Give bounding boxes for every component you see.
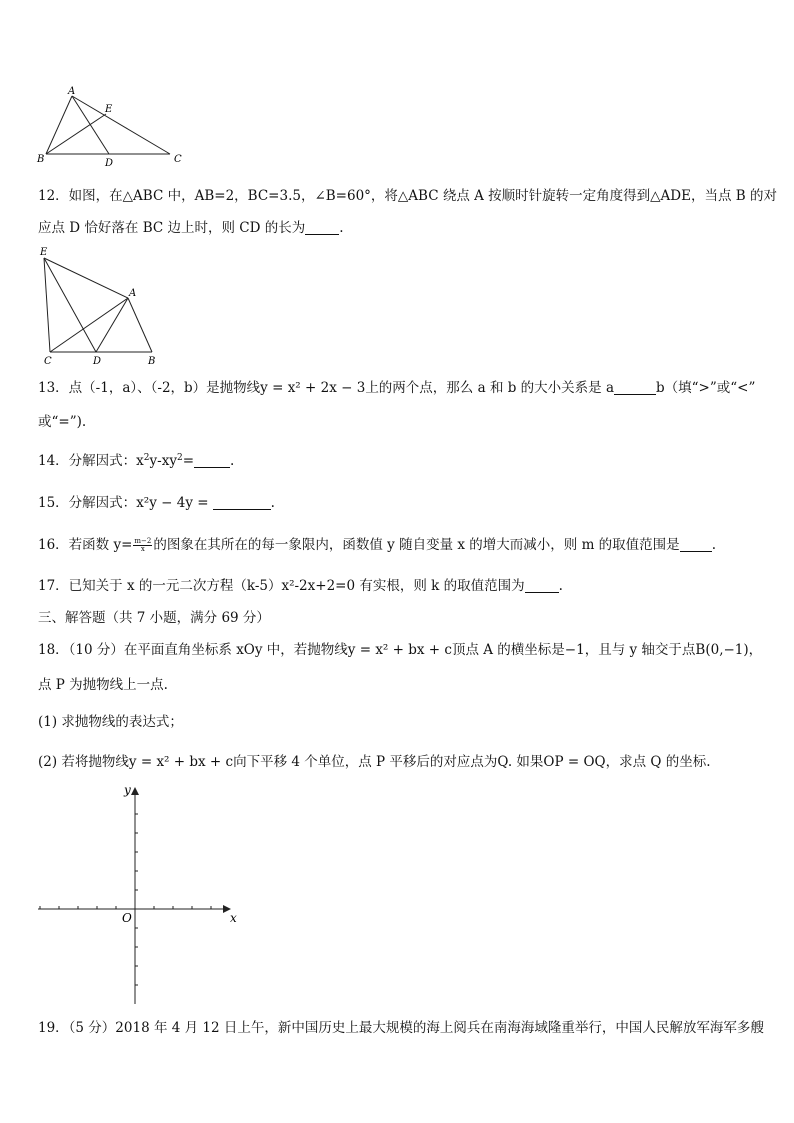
segment-ba (128, 298, 152, 352)
segment-da (96, 298, 128, 352)
question-13-text-mid: 上的两个点，那么 a 和 b 的大小关系是 a (365, 380, 615, 396)
question-19-text: 19．（5 分）2018 年 4 月 12 日上午，新中国历史上最大规模的海上阅兵在南海海域隆重举行，中国人民解放军海军多艘 (38, 1020, 764, 1036)
answer-blank-q14[interactable] (194, 453, 230, 468)
question-18-part1 (38, 713, 183, 731)
question-14-text: 14．分解因式：x (38, 453, 144, 469)
answer-blank-q15[interactable] (213, 495, 271, 510)
question-13-text: 13．点（-1，a）、（-2，b）是抛物线 (38, 380, 261, 396)
question-13-line2 (38, 413, 86, 431)
part-2-text: (2) 若将抛物线 (38, 754, 129, 770)
label-d: D (93, 356, 102, 367)
segment-ca (50, 298, 128, 352)
coordinate-axes (30, 782, 250, 1008)
question-16-text: 16．若函数 y= (38, 537, 133, 553)
label-d: D (105, 158, 114, 168)
period: . (270, 495, 275, 511)
question-18-part2 (38, 753, 711, 771)
question-17 (38, 577, 563, 595)
part-2-text-end: ，求点 Q 的坐标. (605, 754, 711, 770)
label-c: C (174, 154, 182, 165)
exponent: 2 (176, 453, 183, 463)
label-a: A (68, 86, 76, 97)
segment-ad (72, 96, 109, 154)
period: . (230, 453, 235, 469)
period: . (711, 537, 716, 553)
label-c: C (44, 356, 52, 367)
exponent: 2 (143, 453, 150, 463)
question-16 (38, 536, 716, 554)
question-18-text-mid2: ，且与 y 轴交于点 (584, 642, 696, 658)
vertex-x-value: −1 (564, 642, 585, 658)
equation-op-oq: OP = OQ (543, 754, 606, 770)
question-13-text-post: b（填“>”或“<” (656, 380, 756, 396)
period: . (339, 220, 344, 236)
question-12-text: 12．如图，在△ABC 中，AB=2，BC=3.5，∠B=60°，将△ABC 绕点 A 按顺时针旋转一定角度得到△ADE，当点 B 的对 (38, 188, 777, 204)
question-18-line2 (38, 676, 168, 694)
segment-ac (72, 96, 170, 154)
question-15-text: 15．分解因式： (38, 495, 137, 511)
section-title: 三、解答题（共 7 小题，满分 69 分） (38, 610, 270, 626)
answer-blank-q16[interactable] (680, 537, 712, 552)
question-12-line1 (38, 187, 777, 205)
fraction (133, 538, 152, 553)
label-b: B (148, 356, 156, 367)
question-12-line2 (38, 219, 344, 237)
question-14-text-mid: y-xy (149, 453, 177, 469)
answer-blank-q13[interactable] (614, 380, 656, 395)
fraction-denominator: x (140, 545, 145, 553)
label-a: A (129, 288, 137, 299)
factor-formula: x²y − 4y = (136, 495, 209, 511)
question-13-text-2: 或“=”). (38, 414, 87, 430)
point-b: B(0,−1) (695, 642, 749, 658)
label-e: E (40, 247, 48, 258)
label-b: B (37, 154, 45, 165)
equals-sign: = (182, 453, 195, 469)
answer-blank-q17[interactable] (525, 578, 559, 593)
part-2-text-mid2: . 如果 (507, 754, 544, 770)
y-axis-label: y (124, 783, 131, 797)
parabola-formula: y = x² + 2x − 3 (260, 380, 366, 396)
comma: ， (748, 642, 763, 658)
label-e: E (105, 104, 113, 115)
triangle-figure-q11 (34, 84, 194, 168)
segment-ea (44, 258, 128, 298)
question-19 (38, 1019, 764, 1037)
question-18-text: 18．（10 分）在平面直角坐标系 xOy 中，若抛物线 (38, 642, 348, 658)
question-17-text: 17．已知关于 x 的一元二次方程（k-5）x²-2x+2=0 有实根，则 k 的取值范围为 (38, 578, 525, 594)
segment-ce (44, 258, 50, 352)
question-18-line1 (38, 641, 762, 659)
parabola-formula: y = x² + bx + c (128, 754, 234, 770)
question-18-text-2: 点 P 为抛物线上一点. (38, 677, 168, 693)
parabola-formula: y = x² + bx + c (347, 642, 452, 658)
question-13-line1 (38, 379, 755, 397)
triangle-figure-q12 (36, 244, 166, 368)
answer-blank-q12[interactable] (305, 220, 339, 235)
origin-label: O (122, 911, 132, 925)
part-1-text: (1) 求抛物线的表达式； (38, 714, 183, 730)
fraction-numerator: m−2 (134, 537, 152, 545)
question-18-text-mid: 顶点 A 的横坐标是 (451, 642, 565, 658)
question-16-text-post: 的图象在其所在的每一象限内，函数值 y 随自变量 x 的增大而减小，则 m 的取值范围是 (153, 537, 680, 553)
part-2-text-mid: 向下平移 4 个单位，点 P 平移后的对应点为 (233, 754, 498, 770)
section-heading (38, 609, 270, 627)
period: . (558, 578, 563, 594)
x-axis-label: x (230, 911, 237, 925)
question-12-text-2: 应点 D 恰好落在 BC 边上时，则 CD 的长为 (38, 220, 306, 236)
point-q: Q (497, 754, 508, 770)
question-14 (38, 452, 234, 470)
question-15 (38, 494, 275, 512)
